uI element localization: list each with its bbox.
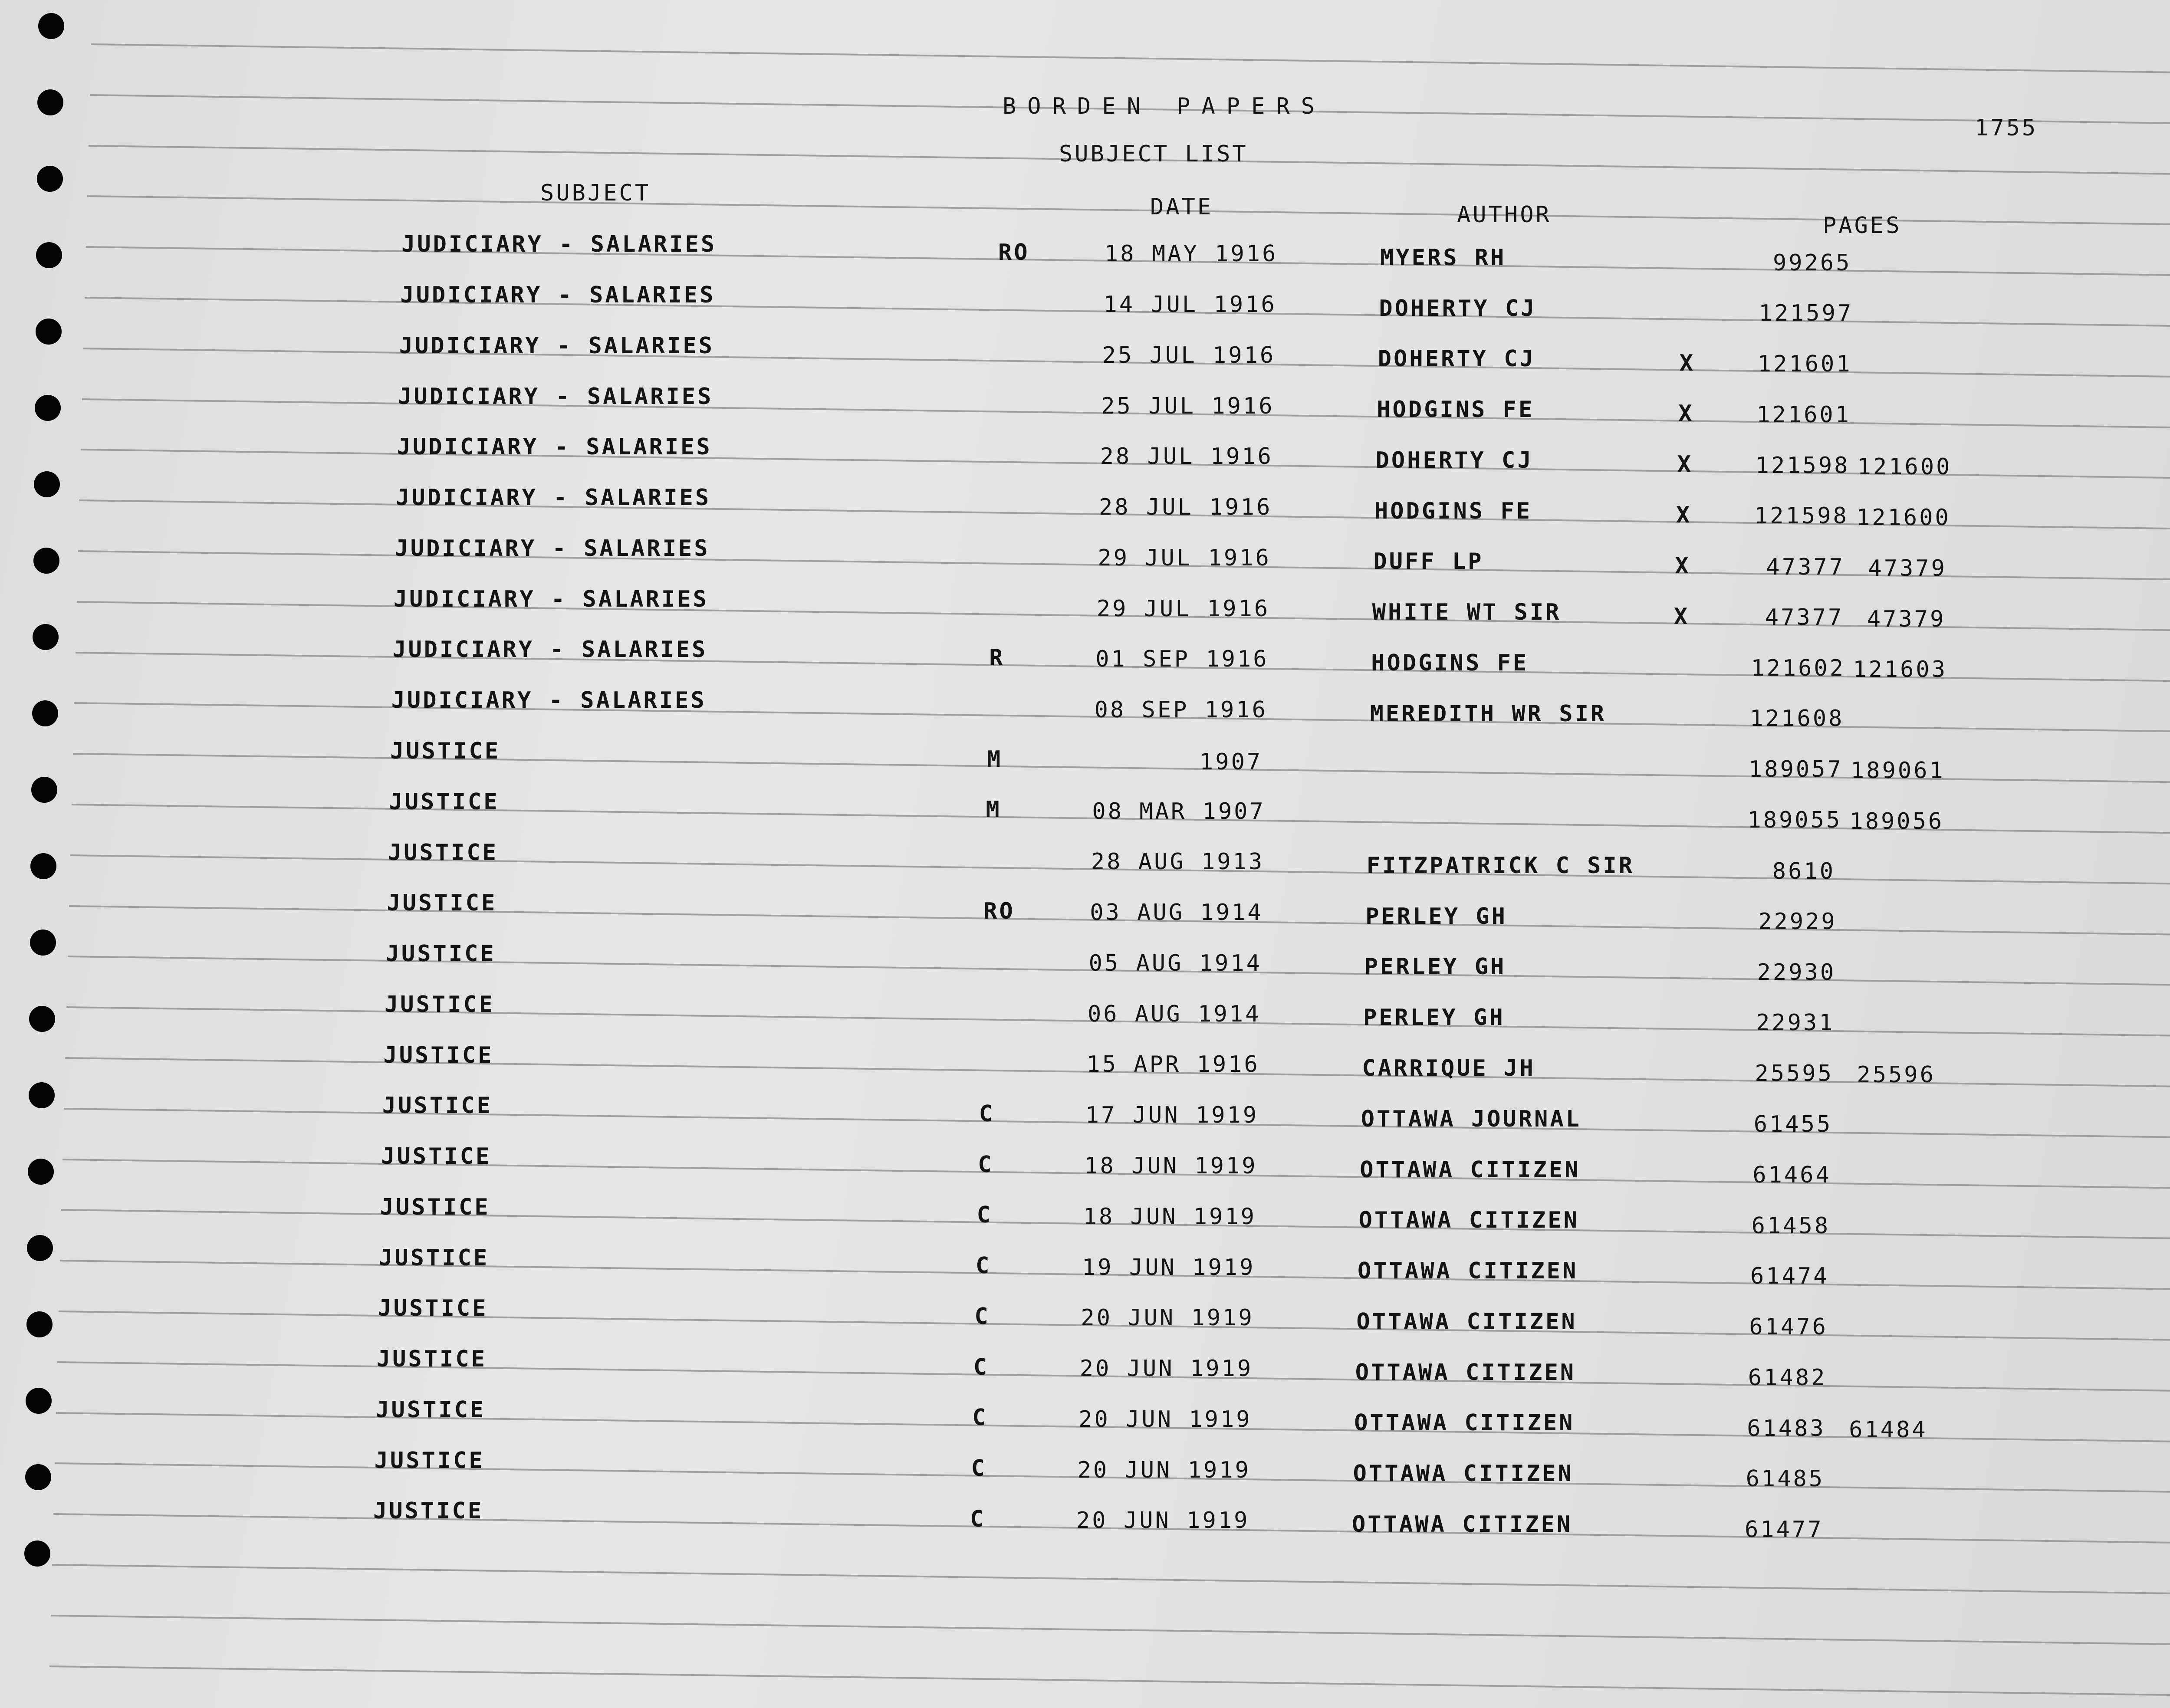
cell-author: OTTAWA CITIZEN <box>1352 1511 1573 1537</box>
cell-date: 15 APR 1916 <box>1086 1051 1260 1078</box>
cell-author: DUFF LP <box>1373 549 1484 575</box>
cell-page-start: 99265 <box>1773 250 1852 276</box>
cell-date: 29 JUL 1916 <box>1096 595 1270 622</box>
cell-date: 20 JUN 1919 <box>1079 1356 1253 1382</box>
cell-author: OTTAWA CITIZEN <box>1360 1156 1581 1183</box>
cell-subject: JUSTICE <box>382 1093 493 1119</box>
cell-code: RO <box>983 898 1015 924</box>
cell-author: OTTAWA CITIZEN <box>1354 1410 1575 1436</box>
cell-author: OTTAWA CITIZEN <box>1353 1461 1574 1487</box>
tractor-hole <box>27 1235 53 1261</box>
cell-subject: JUSTICE <box>389 788 500 815</box>
cell-page-start: 22930 <box>1757 959 1836 985</box>
cell-subject: JUSTICE <box>390 738 501 764</box>
cell-code: R <box>989 645 1005 671</box>
tractor-hole <box>31 777 57 803</box>
cell-author: HODGINS FE <box>1371 650 1529 676</box>
cell-page-start: 61485 <box>1746 1466 1825 1492</box>
cell-page-end: 121600 <box>1857 453 1952 480</box>
cell-author: OTTAWA CITIZEN <box>1358 1207 1579 1234</box>
tractor-hole <box>36 319 62 345</box>
cell-author: DOHERTY CJ <box>1379 295 1537 322</box>
cell-code: C <box>971 1455 987 1482</box>
cell-subject: JUSTICE <box>383 1042 494 1068</box>
ruled-line <box>49 1665 2170 1696</box>
cell-code: C <box>976 1253 992 1279</box>
cell-page-start: 61482 <box>1748 1364 1827 1391</box>
document-title: BORDEN PAPERS <box>1003 93 1326 119</box>
cell-page-end: 121603 <box>1853 656 1948 683</box>
cell-subject: JUSTICE <box>385 941 496 967</box>
cell-page-start: 61483 <box>1747 1415 1826 1442</box>
cell-page-start: 121601 <box>1756 401 1851 428</box>
cell-subject: JUSTICE <box>380 1194 490 1220</box>
column-header-author: AUTHOR <box>1457 202 1552 228</box>
cell-subject: JUSTICE <box>378 1295 488 1322</box>
cell-page-start: 121598 <box>1754 503 1849 529</box>
page-number: 1755 <box>1975 115 2038 141</box>
cell-page-start: 121601 <box>1757 351 1852 378</box>
cell-subject: JUDICIARY - SALARIES <box>399 332 714 359</box>
cell-mark: X <box>1678 401 1694 427</box>
tractor-hole <box>26 1311 53 1337</box>
cell-page-end: 47379 <box>1868 555 1947 581</box>
cell-page-start: 47377 <box>1766 554 1845 580</box>
cell-page-end: 61484 <box>1849 1416 1928 1443</box>
cell-page-start: 61464 <box>1752 1162 1831 1188</box>
tractor-hole <box>26 1388 52 1414</box>
tractor-hole <box>29 1082 55 1108</box>
ruled-line <box>52 1564 2170 1595</box>
cell-page-end: 47379 <box>1867 606 1946 632</box>
cell-page-start: 61476 <box>1749 1314 1828 1340</box>
cell-author: PERLEY GH <box>1364 954 1506 980</box>
tractor-hole <box>38 13 64 39</box>
cell-author: PERLEY GH <box>1363 1005 1505 1031</box>
cell-date: 28 JUL 1916 <box>1100 443 1273 470</box>
tractor-hole <box>25 1464 51 1490</box>
tractor-hole <box>35 395 61 421</box>
tractor-hole <box>30 930 56 956</box>
cell-page-start: 61477 <box>1745 1517 1824 1543</box>
tractor-hole <box>37 166 63 192</box>
cell-author: HODGINS FE <box>1377 397 1535 423</box>
cell-code: M <box>986 797 1002 823</box>
cell-subject: JUDICIARY - SALARIES <box>397 434 712 460</box>
cell-author: MEREDITH WR SIR <box>1370 700 1607 727</box>
cell-code: C <box>978 1151 994 1178</box>
cell-page-end: 121600 <box>1856 504 1951 531</box>
cell-author: DOHERTY CJ <box>1378 346 1535 372</box>
cell-page-start: 25595 <box>1755 1061 1834 1087</box>
cell-code: C <box>979 1100 995 1127</box>
cell-date: 29 JUL 1916 <box>1098 545 1271 571</box>
cell-date: 25 JUL 1916 <box>1101 393 1275 419</box>
cell-date: 20 JUN 1919 <box>1077 1457 1251 1483</box>
cell-author: OTTAWA CITIZEN <box>1356 1308 1577 1335</box>
tractor-hole <box>33 548 59 574</box>
cell-subject: JUDICIARY - SALARIES <box>391 687 707 714</box>
cell-date: 17 JUN 1919 <box>1085 1102 1259 1129</box>
cell-date: 28 JUL 1916 <box>1099 494 1272 521</box>
cell-subject: JUDICIARY - SALARIES <box>393 586 709 612</box>
cell-code: C <box>974 1303 990 1330</box>
cell-date: 08 MAR 1907 <box>1092 798 1266 824</box>
cell-author: OTTAWA CITIZEN <box>1358 1258 1578 1284</box>
column-header-date: DATE <box>1150 194 1213 220</box>
cell-page-start: 61458 <box>1751 1212 1831 1239</box>
cell-subject: JUSTICE <box>388 839 498 866</box>
cell-subject: JUSTICE <box>373 1498 484 1524</box>
cell-page-end: 189056 <box>1849 808 1944 835</box>
tractor-hole <box>33 624 59 650</box>
cell-date: 1907 <box>1200 749 1263 775</box>
cell-date: 01 SEP 1916 <box>1095 646 1269 673</box>
cell-date: 25 JUL 1916 <box>1102 342 1276 368</box>
cell-subject: JUSTICE <box>374 1447 485 1474</box>
cell-author: FITZPATRICK C SIR <box>1366 852 1635 879</box>
column-header-subject: SUBJECT <box>540 180 651 206</box>
cell-page-start: 189055 <box>1747 807 1842 833</box>
cell-date: 14 JUL 1916 <box>1103 291 1277 318</box>
cell-code: C <box>972 1405 988 1431</box>
tractor-hole <box>30 853 56 879</box>
cell-author: CARRIQUE JH <box>1362 1055 1535 1082</box>
cell-page-start: 8610 <box>1772 858 1836 884</box>
cell-subject: JUDICIARY - SALARIES <box>392 637 708 663</box>
cell-page-start: 121597 <box>1759 300 1854 327</box>
cell-date: 08 SEP 1916 <box>1094 697 1268 723</box>
cell-author: OTTAWA JOURNAL <box>1361 1106 1582 1132</box>
cell-date: 18 MAY 1916 <box>1105 241 1278 267</box>
cell-page-start: 121598 <box>1755 452 1850 479</box>
cell-subject: JUDICIARY - SALARIES <box>398 383 713 410</box>
cell-subject: JUDICIARY - SALARIES <box>395 535 710 562</box>
cell-author: DOHERTY CJ <box>1375 447 1533 473</box>
column-header-pages: PAGES <box>1823 213 1902 239</box>
cell-code: M <box>987 746 1003 772</box>
cell-page-start: 61474 <box>1750 1263 1829 1290</box>
cell-subject: JUDICIARY - SALARIES <box>400 282 716 309</box>
cell-code: C <box>976 1202 993 1228</box>
cell-date: 06 AUG 1914 <box>1088 1001 1261 1027</box>
cell-subject: JUDICIARY - SALARIES <box>401 231 717 258</box>
tractor-hole <box>34 471 60 497</box>
cell-date: 20 JUN 1919 <box>1076 1508 1250 1534</box>
cell-date: 18 JUN 1919 <box>1084 1153 1258 1179</box>
tractor-hole <box>32 700 58 726</box>
cell-author: OTTAWA CITIZEN <box>1355 1359 1576 1386</box>
cell-code: C <box>973 1354 990 1380</box>
cell-page-start: 61455 <box>1753 1111 1833 1137</box>
cell-subject: JUSTICE <box>379 1245 490 1271</box>
ruled-line <box>51 1615 2170 1646</box>
cell-page-start: 121602 <box>1751 655 1846 681</box>
cell-subject: JUSTICE <box>381 1143 492 1170</box>
cell-page-start: 22929 <box>1758 908 1837 935</box>
cell-mark: X <box>1676 502 1692 528</box>
cell-code: C <box>970 1506 986 1533</box>
cell-page-end: 25596 <box>1857 1062 1936 1088</box>
cell-subject: JUDICIARY - SALARIES <box>396 485 711 511</box>
tractor-hole <box>36 242 62 268</box>
cell-page-start: 47377 <box>1765 604 1844 631</box>
cell-date: 20 JUN 1919 <box>1078 1406 1252 1432</box>
cell-author: HODGINS FE <box>1374 498 1532 524</box>
ruled-line <box>91 43 2170 74</box>
cell-subject: JUSTICE <box>387 890 497 916</box>
cell-subject: JUSTICE <box>375 1396 486 1423</box>
cell-author: WHITE WT SIR <box>1372 599 1562 626</box>
cell-subject: JUSTICE <box>385 991 495 1018</box>
cell-date: 03 AUG 1914 <box>1090 900 1263 926</box>
cell-page-end: 189061 <box>1851 758 1945 784</box>
cell-subject: JUSTICE <box>376 1346 487 1373</box>
cell-author: MYERS RH <box>1380 244 1506 271</box>
cell-date: 28 AUG 1913 <box>1091 849 1265 875</box>
cell-code: RO <box>998 239 1030 266</box>
document-subtitle: SUBJECT LIST <box>1059 141 1248 167</box>
cell-mark: X <box>1677 451 1693 478</box>
cell-mark: X <box>1675 552 1691 579</box>
cell-page-start: 121608 <box>1749 706 1844 732</box>
cell-mark: X <box>1674 603 1690 630</box>
tractor-hole <box>29 1006 55 1032</box>
cell-mark: X <box>1679 350 1696 376</box>
cell-page-start: 22931 <box>1756 1010 1835 1036</box>
tractor-hole <box>37 89 63 115</box>
cell-author: PERLEY GH <box>1365 903 1507 930</box>
tractor-hole <box>28 1159 54 1185</box>
tractor-hole <box>24 1540 50 1567</box>
cell-date: 19 JUN 1919 <box>1082 1254 1256 1281</box>
cell-date: 18 JUN 1919 <box>1083 1203 1256 1230</box>
cell-page-start: 189057 <box>1749 756 1843 783</box>
cell-date: 20 JUN 1919 <box>1081 1305 1254 1331</box>
cell-date: 05 AUG 1914 <box>1088 950 1262 976</box>
